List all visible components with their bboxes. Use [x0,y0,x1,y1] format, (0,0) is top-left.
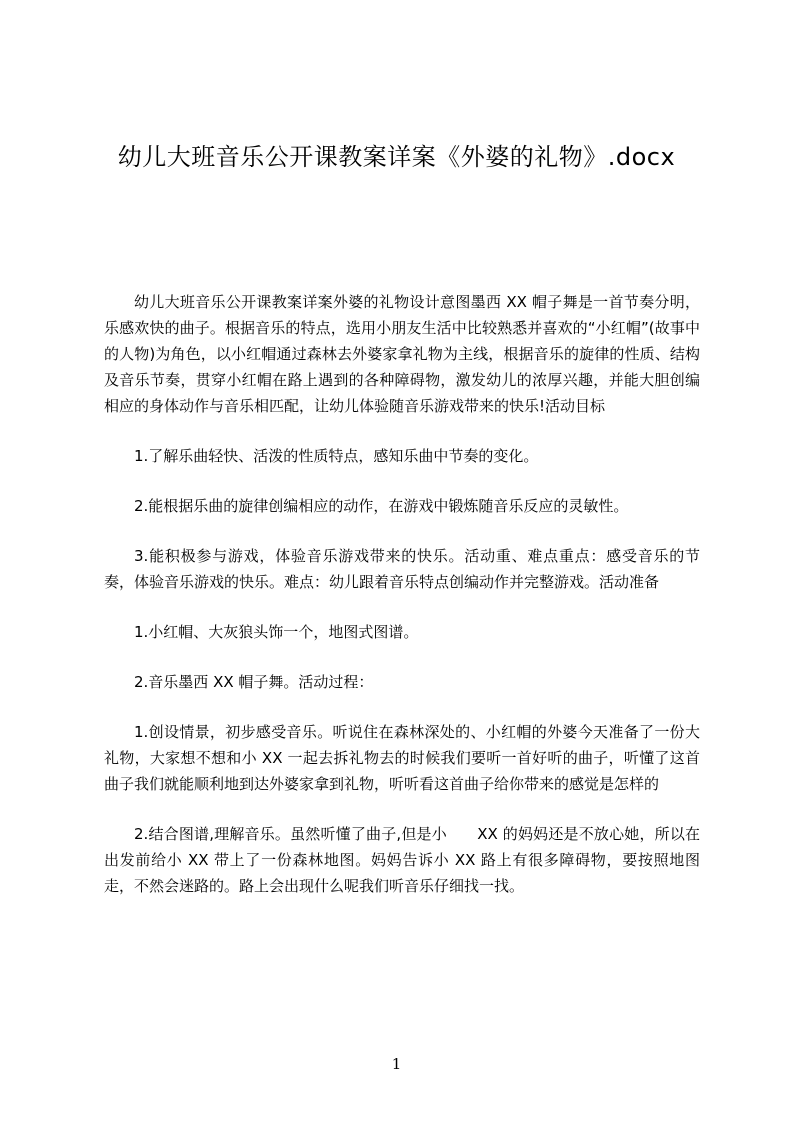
paragraph-step-2: 2.结合图谱,理解音乐。虽然听懂了曲子,但是小 XX 的妈妈还是不放心她，所以在出发前给小 XX 带上了一份森林地图。妈妈告诉小 XX 路上有很多障碍物，要按照地图走，不然会迷路的。路上会出现什么呢我们听音乐仔细找一找。 [104,825,700,895]
paragraph-intro: 幼儿大班音乐公开课教案详案外婆的礼物设计意图墨西 XX 帽子舞是一首节奏分明，乐感欢快的曲子。根据音乐的特点，选用小朋友生活中比较熟悉并喜欢的“小红帽”(故事中的人物)为角色，以小红帽通过森林去外婆家拿礼物为主线，根据音乐的旋律的性质、结构及音乐节奏，贯穿小红帽在路上遇到的各种障碍物，激发幼儿的浓厚兴趣，并能大胆创编相应的身体动作与音乐相匹配，让幼儿体验随音乐游戏带来的快乐!活动目标 [104,293,700,415]
paragraph-goal-3: 3.能积极参与游戏，体验音乐游戏带来的快乐。活动重、难点重点：感受音乐的节奏，体验音乐游戏的快乐。难点：幼儿跟着音乐特点创编动作并完整游戏。活动准备 [104,547,700,591]
paragraph-goal-1: 1.了解乐曲轻快、活泼的性质特点，感知乐曲中节奏的变化。 [134,447,539,465]
paragraph-prep-2: 2.音乐墨西 XX 帽子舞。活动过程： [134,673,374,691]
paragraph-prep-1: 1.小红帽、大灰狼头饰一个，地图式图谱。 [134,623,419,641]
document-body [104,289,700,899]
paragraph-step-1: 1.创设情景，初步感受音乐。听说住在森林深处的、小红帽的外婆今天准备了一份大礼物，大家想不想和小 XX 一起去拆礼物去的时候我们要听一首好听的曲子，听懂了这首曲子我们就能顺利地到达外婆家拿到礼物，听听看这首曲子给你带来的感觉是怎样的 [104,723,700,793]
document-title: 幼儿大班音乐公开课教案详案《外婆的礼物》.docx [117,143,676,171]
page-number: 1 [391,1055,402,1073]
paragraph-goal-2: 2.能根据乐曲的旋律创编相应的动作，在游戏中锻炼随音乐反应的灵敏性。 [134,497,629,515]
